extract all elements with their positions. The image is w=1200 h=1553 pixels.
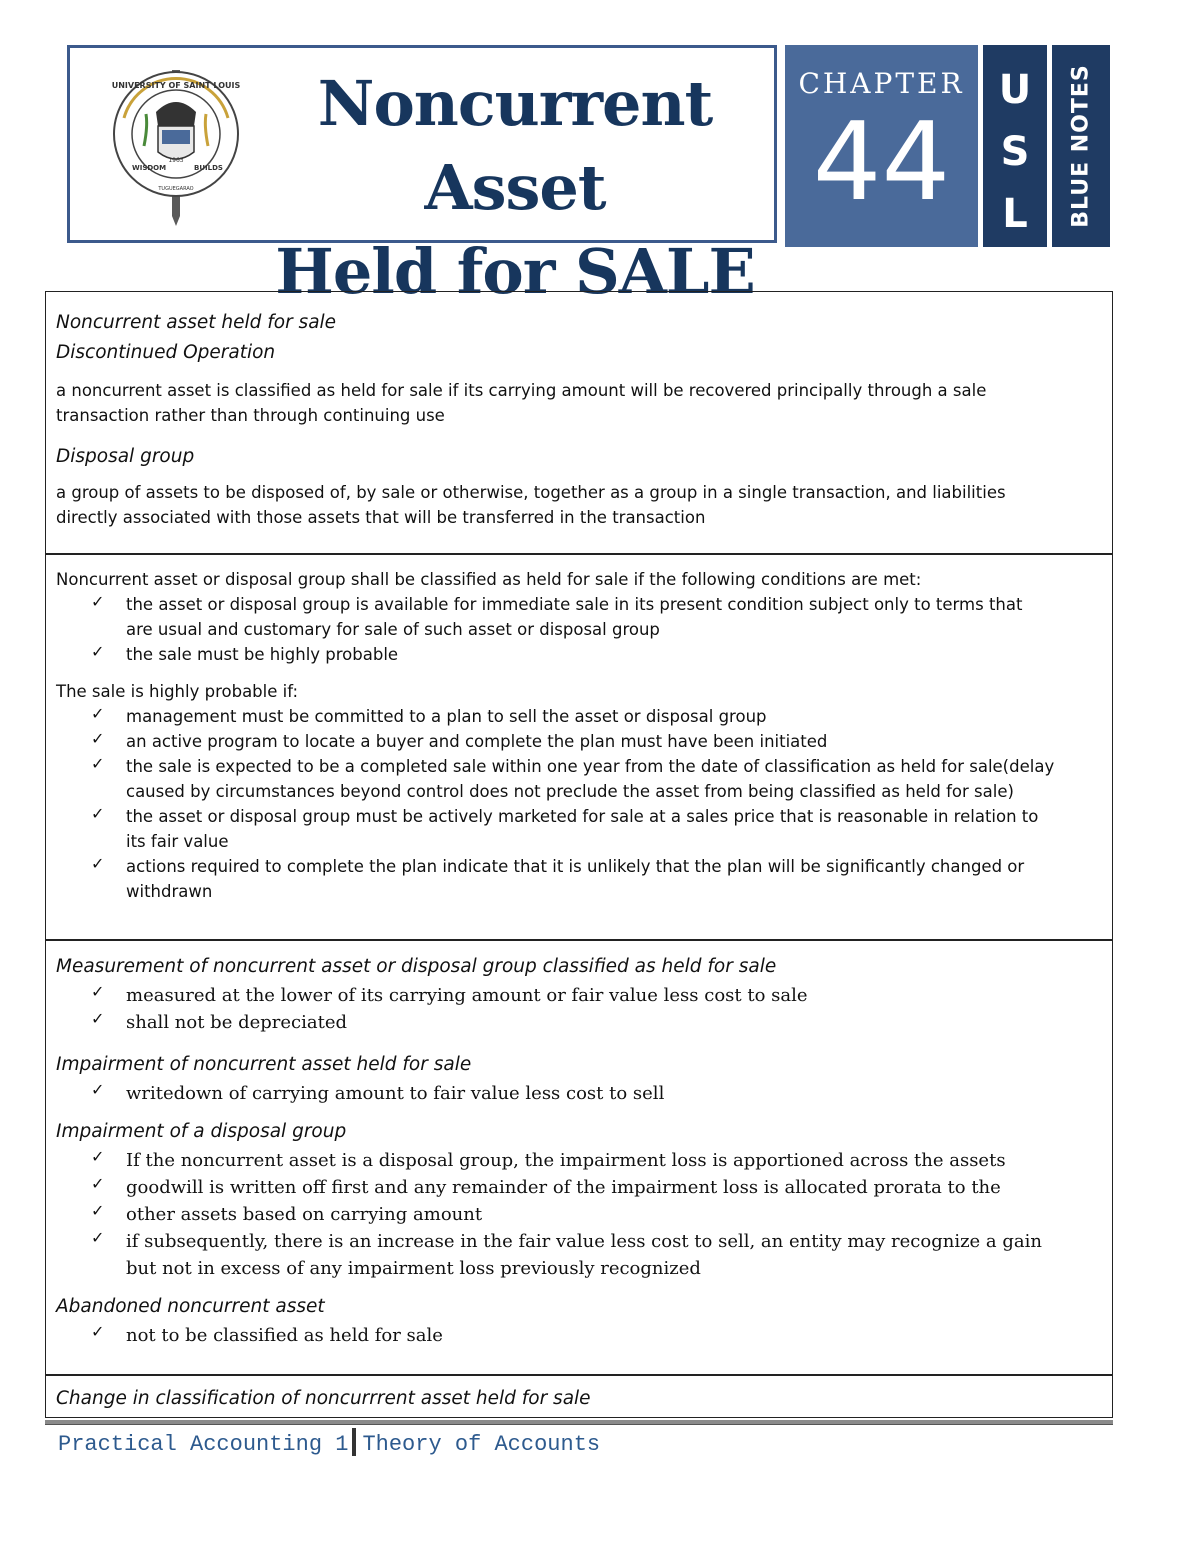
seal-ring-left: WISDOM: [132, 164, 167, 172]
heading-abandoned-asset: Abandoned noncurrent asset: [56, 1296, 325, 1317]
conditions-section: [56, 567, 1102, 904]
conditions-intro: Noncurrent asset or disposal group shall be classified as held for sale if the following conditions are met:: [56, 570, 922, 589]
check-icon: ✓: [91, 1009, 105, 1028]
check-icon: ✓: [91, 754, 105, 773]
seal-ring-right: BUILDS: [194, 164, 223, 172]
university-seal-logo: [106, 66, 246, 226]
check-icon: ✓: [91, 642, 105, 661]
heading-noncurrent-asset-held-for-sale: Noncurrent asset held for sale: [56, 312, 337, 333]
definitions-section: [56, 308, 1102, 530]
definition-text: transaction rather than through continuing use: [56, 406, 445, 425]
list-item: ✓ the asset or disposal group must be actively marketed for sale at a sales price that is reasonable in relation to its fair value: [91, 804, 1039, 851]
check-icon: ✓: [91, 704, 105, 723]
heading-discontinued-operation: Discontinued Operation: [56, 342, 276, 363]
section-divider: [46, 1374, 1112, 1376]
chapter-number: 44: [812, 100, 951, 225]
seal-ring-top: UNIVERSITY OF SAINT LOUIS: [111, 81, 241, 90]
probable-list: [56, 704, 1102, 904]
list-item: ✓ shall not be depreciated: [91, 1009, 348, 1033]
abandoned-list: [56, 1322, 1102, 1349]
blue-notes-label: BLUE NOTES: [1068, 64, 1094, 228]
heading-measurement: Measurement of noncurrent asset or disposal group classified as held for sale: [56, 956, 777, 977]
list-item: ✓ the sale is expected to be a completed sale within one year from the date of classification as held for sale(delay caused by circumstances beyond control does not preclude the asset from being classified as held for sale): [91, 754, 1055, 801]
usl-box: [983, 45, 1047, 247]
seal-year: 1963: [168, 157, 184, 164]
list-item: ✓ the sale must be highly probable: [91, 642, 399, 664]
footer-rule: [45, 1420, 1113, 1425]
title-line-1: Noncurrent Asset: [317, 67, 713, 224]
section-divider: [46, 553, 1112, 555]
list-item: ✓ writedown of carrying amount to fair value less cost to sell: [91, 1080, 665, 1104]
title-box: [67, 45, 777, 308]
list-item: ✓ not to be classified as held for sale: [91, 1322, 443, 1346]
definition-text: a noncurrent asset is classified as held for sale if its carrying amount will be recovered principally through a sale: [56, 381, 987, 400]
check-icon: ✓: [91, 1147, 105, 1166]
usl-letter-s: S: [1000, 129, 1030, 175]
list-item: ✓ management must be committed to a plan to sell the asset or disposal group: [91, 704, 767, 726]
seal-ring-bottom: TUGUEGARAO: [158, 186, 194, 192]
title-line-2: Held for SALE: [275, 235, 755, 308]
check-icon: ✓: [91, 854, 105, 873]
usl-letter-l: L: [1002, 191, 1028, 237]
impairment-list: [56, 1080, 1102, 1107]
chapter-box: [785, 45, 978, 247]
check-icon: ✓: [91, 1080, 105, 1099]
definition-text: a group of assets to be disposed of, by sale or otherwise, together as a group in a single transaction, and liabilities: [56, 483, 1006, 502]
check-icon: ✓: [91, 1201, 105, 1220]
check-icon: ✓: [91, 729, 105, 748]
list-item: ✓ measured at the lower of its carrying amount or fair value less cost to sale: [91, 982, 808, 1006]
page-title: [260, 62, 770, 314]
check-icon: ✓: [91, 1228, 105, 1247]
footer-separator: [352, 1428, 356, 1456]
footer: [58, 1428, 600, 1457]
check-icon: ✓: [91, 982, 105, 1001]
probable-intro: The sale is highly probable if:: [56, 682, 299, 701]
disposal-group-list: [56, 1147, 1102, 1282]
change-section: [56, 1384, 1102, 1414]
check-icon: ✓: [91, 592, 105, 611]
conditions-list: [56, 592, 1102, 667]
check-icon: ✓: [91, 1322, 105, 1341]
heading-impairment-held-for-sale: Impairment of noncurrent asset held for sale: [56, 1054, 472, 1075]
list-item: ✓ If the noncurrent asset is a disposal group, the impairment loss is apportioned across the assets: [91, 1147, 1006, 1171]
list-item: ✓ actions required to complete the plan indicate that it is unlikely that the plan will be significantly changed or withdrawn: [91, 854, 1025, 901]
heading-disposal-group: Disposal group: [56, 446, 195, 467]
check-icon: ✓: [91, 804, 105, 823]
chapter-label: CHAPTER: [798, 67, 965, 100]
content-frame: [45, 291, 1113, 1418]
heading-change-in-classification: Change in classification of noncurrrent asset held for sale: [56, 1388, 591, 1409]
list-item: ✓ if subsequently, there is an increase in the fair value less cost to sell, an entity may recognize a gain but not in excess of any impairment loss previously recognized: [91, 1228, 1042, 1279]
section-divider: [46, 939, 1112, 941]
footer-subject: Theory of Accounts: [362, 1432, 601, 1457]
list-item: ✓ the asset or disposal group is available for immediate sale in its present condition subject only to terms that are usual and customary for sale of such asset or disposal group: [91, 592, 1023, 639]
measurement-list: [56, 982, 1102, 1036]
list-item: ✓ other assets based on carrying amount: [91, 1201, 483, 1225]
footer-course: Practical Accounting 1: [58, 1432, 349, 1457]
definition-text: directly associated with those assets that will be transferred in the transaction: [56, 508, 706, 527]
blue-notes-box: [1052, 45, 1110, 247]
list-item: ✓ goodwill is written off first and any remainder of the impairment loss is allocated prorata to the: [91, 1174, 1001, 1198]
check-icon: ✓: [91, 1174, 105, 1193]
list-item: ✓ an active program to locate a buyer and complete the plan must have been initiated: [91, 729, 828, 751]
measurement-section: [56, 952, 1102, 1349]
heading-impairment-disposal-group: Impairment of a disposal group: [56, 1121, 347, 1142]
usl-letter-u: U: [998, 67, 1032, 113]
